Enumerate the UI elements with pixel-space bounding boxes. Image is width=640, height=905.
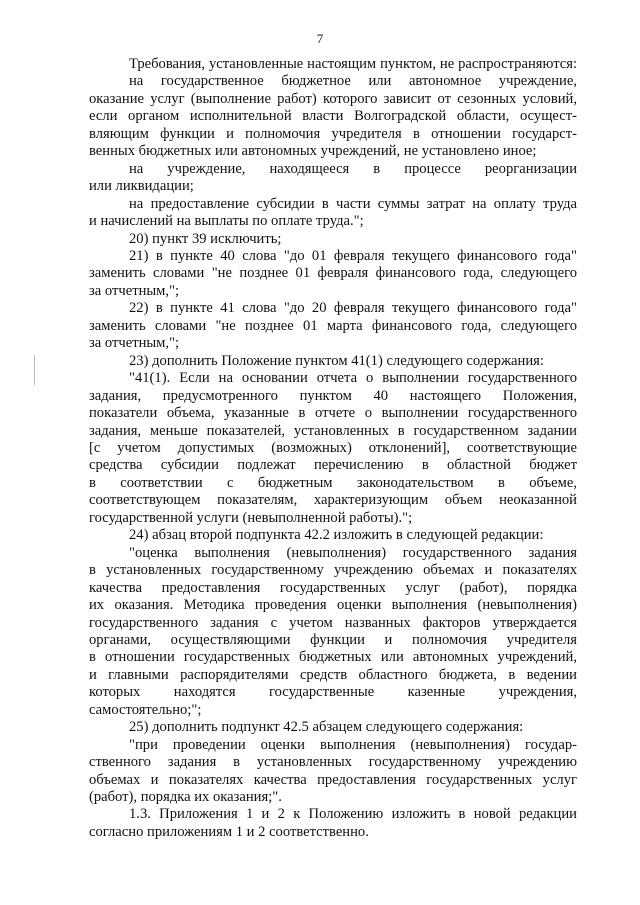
text-line: 1.3. Приложения 1 и 2 к Положению изложить в новой редакции [129,806,577,823]
text-line: качества предоставления государственных услуг (работ), порядка [89,579,577,596]
text-line: объемах и показателях качества предоставления государственных услуг [89,771,577,788]
text-line: задания, предусмотренного пунктом 40 настоящего Положения, [89,387,577,404]
text-line: (работ), порядка их оказания;". [89,789,282,806]
document-body [89,56,577,841]
text-line: 23) дополнить Положение пунктом 41(1) следующего содержания: [129,352,544,369]
text-line: вляющим функции и полномочия учредителя в отношении государст- [89,125,577,142]
text-line: их оказания. Методика проведения оценки выполнения (невыполнения) [89,597,577,614]
text-line: и главными распорядителями средств областного бюджета, в ведении [89,666,577,683]
text-line: Требования, установленные настоящим пунктом, не распространяются: [129,56,577,72]
text-line: заменить словами "не позднее 01 марта финансового года, следующего [89,317,577,334]
text-line: 22) в пункте 41 слова "до 20 февраля текущего финансового года" [129,300,577,317]
page-number: 7 [316,31,324,46]
text-line: средства субсидии подлежат перечислению в областной бюджет [89,457,577,474]
text-line: "41(1). Если на основании отчета о выполнении государственного [129,370,577,387]
text-line: за отчетным,"; [89,335,180,352]
text-line: 20) пункт 39 исключить; [129,230,282,247]
text-line: за отчетным,"; [89,282,180,299]
text-line: если органом исполнительной власти Волгоградской области, осущест- [89,108,577,125]
text-line: согласно приложениям 1 и 2 соответственно. [89,823,369,840]
text-line: задания, меньше показателей, установленных в государственном задании [89,422,577,439]
text-line: самостоятельно;"; [89,701,202,718]
text-line: 21) в пункте 40 слова "до 01 февраля текущего финансового года" [129,247,577,264]
text-line: государственного задания с учетом названных факторов утверждается [89,614,577,631]
text-line: и начислений на выплаты по оплате труда."; [89,213,364,230]
text-line: 24) абзац второй подпункта 42.2 изложить в следующей редакции: [129,527,544,544]
text-line: 25) дополнить подпункт 42.5 абзацем следующего содержания: [129,719,524,736]
text-line: ственного задания в установленных государственному учреждению [89,754,577,771]
text-line: или ликвидации; [89,178,194,195]
text-line: показатели объема, указанные в отчете о выполнении государственного [89,405,577,422]
margin-mark [34,355,35,385]
text-line: "оценка выполнения (невыполнения) государственного задания [129,544,577,561]
text-line: которых находятся государственные казенные учреждения, [89,684,577,701]
text-line: на учреждение, находящееся в процессе реорганизации [129,160,577,177]
text-line: государственной услуги (невыполненной работы)."; [89,509,413,526]
text-line: в отношении государственных бюджетных или автономных учреждений, [89,649,577,666]
text-line: в установленных государственному учреждению объемах и показателях [89,562,577,579]
text-line: органами, осуществляющими функции и полномочия учредителя [89,631,577,648]
text-line: оказание услуг (выполнение работ) которого зависит от сезонных условий, [89,90,577,107]
text-line: в соответствии с бюджетным законодательством в объеме, [89,474,577,491]
text-line: соответствующем показателям, характеризующим объем неоказанной [89,492,577,509]
text-line: "при проведении оценки выполнения (невыполнения) государ- [129,736,577,753]
text-line: заменить словами "не позднее 01 февраля финансового года, следующего [89,265,577,282]
text-line: [с учетом допустимых (возможных) отклонений], соответствующие [89,439,577,456]
text-line: на государственное бюджетное или автономное учреждение, [129,73,577,90]
text-line: венных бюджетных или автономных учреждений, не установлено иное; [89,143,537,160]
text-line: на предоставление субсидии в части суммы затрат на оплату труда [129,195,577,212]
